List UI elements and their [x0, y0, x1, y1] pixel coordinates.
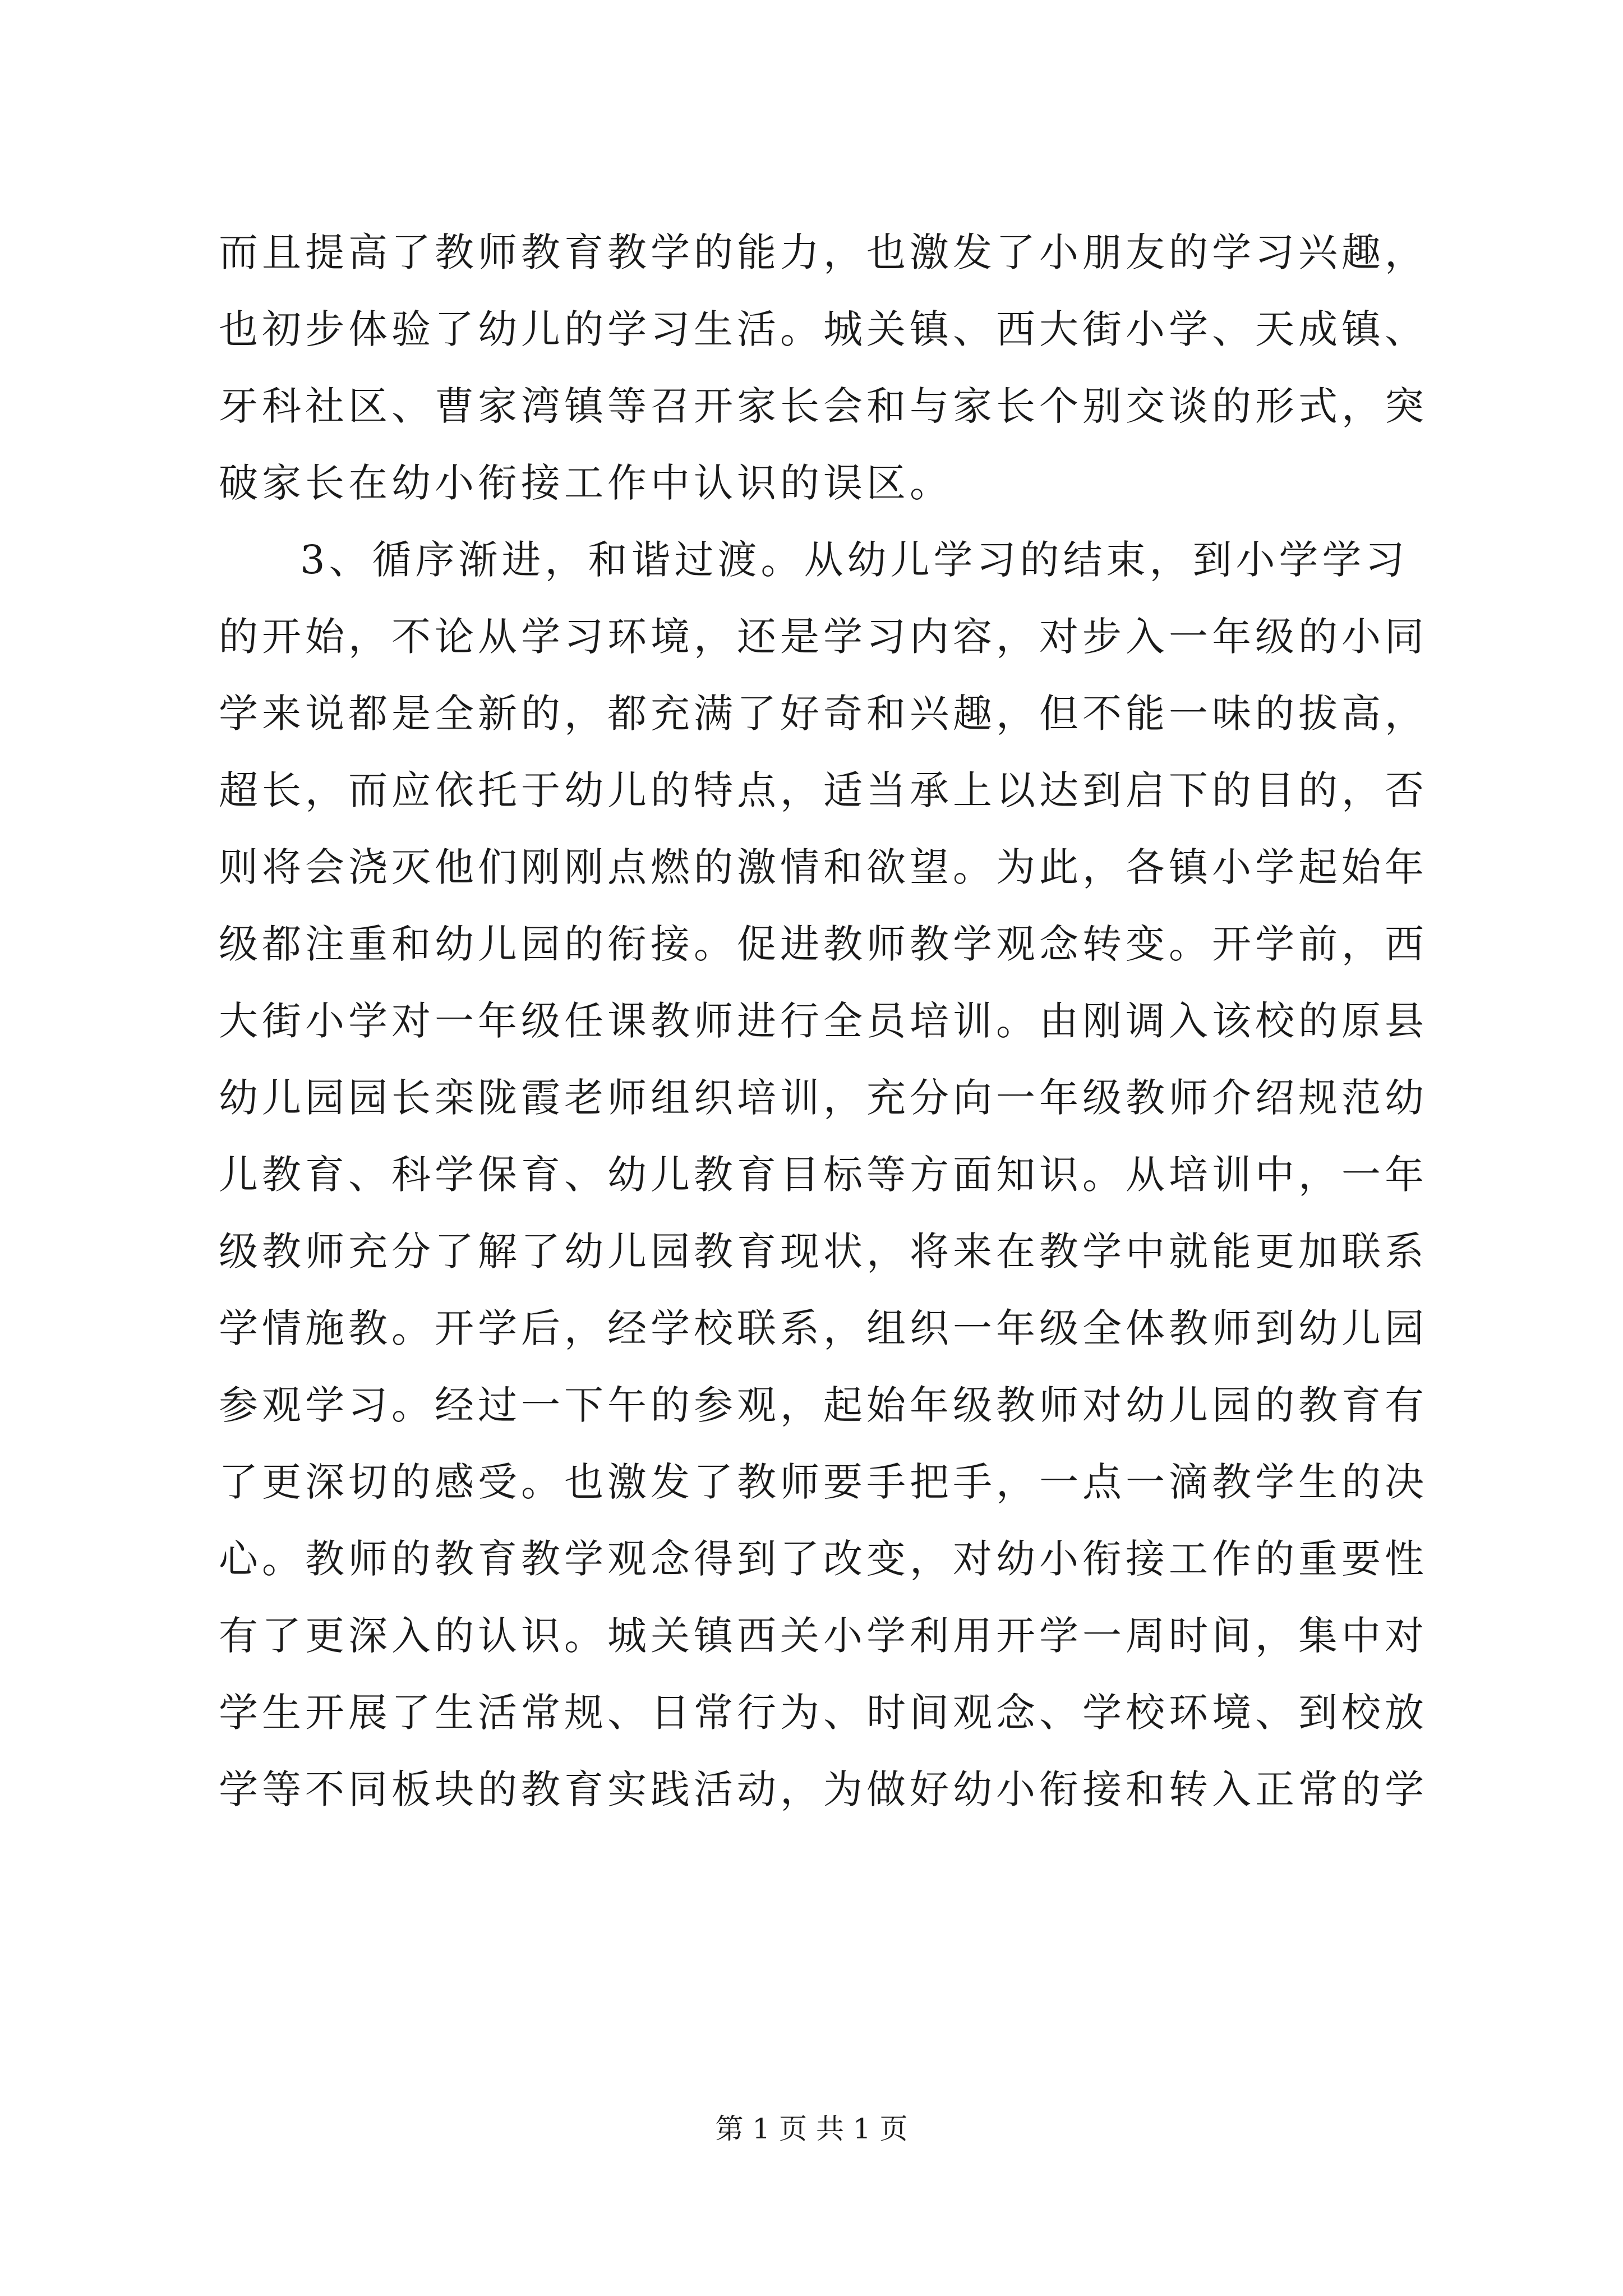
text-line: 了更深切的感受。也激发了教师要手把手，一点一滴教学生的决 [219, 1459, 1428, 1505]
text-line: 牙科社区、曹家湾镇等召开家长会和与家长个别交谈的形式，突 [219, 383, 1428, 429]
text-line: 学等不同板块的教育实践活动，为做好幼小衔接和转入正常的学 [219, 1766, 1428, 1812]
text-line: 有了更深入的认识。城关镇西关小学利用开学一周时间，集中对 [219, 1613, 1428, 1659]
text-line: 学情施教。开学后，经学校联系，组织一年级全体教师到幼儿园 [219, 1305, 1428, 1351]
text-line: 参观学习。经过一下午的参观，起始年级教师对幼儿园的教育有 [219, 1382, 1428, 1428]
text-line: 也初步体验了幼儿的学习生活。城关镇、西大街小学、天成镇、 [219, 306, 1428, 352]
text-line: 而且提高了教师教育教学的能力，也激发了小朋友的学习兴趣， [219, 229, 1428, 275]
text-line: 的开始，不论从学习环境，还是学习内容，对步入一年级的小同 [219, 614, 1428, 660]
text-line: 学生开展了生活常规、日常行为、时间观念、学校环境、到校放 [219, 1690, 1428, 1736]
body-text [219, 214, 1428, 1828]
text-line: 级教师充分了解了幼儿园教育现状，将来在教学中就能更加联系 [219, 1228, 1428, 1274]
text-line: 儿教育、科学保育、幼儿教育目标等方面知识。从培训中，一年 [219, 1152, 1428, 1198]
text-line: 幼儿园园长栾陇霞老师组织培训，充分向一年级教师介绍规范幼 [219, 1075, 1428, 1121]
page-footer [0, 2109, 1623, 2148]
page-number-label: 第 1 页 共 1 页 [715, 2113, 908, 2145]
text-line: 超长，而应依托于幼儿的特点，适当承上以达到启下的目的，否 [219, 767, 1428, 813]
text-line: 学来说都是全新的，都充满了好奇和兴趣，但不能一味的拔高， [219, 691, 1428, 737]
text-line: 则将会浇灭他们刚刚点燃的激情和欲望。为此，各镇小学起始年 [219, 844, 1428, 890]
text-line: 心。教师的教育教学观念得到了改变，对幼小衔接工作的重要性 [219, 1536, 1428, 1582]
text-line: 大街小学对一年级任课教师进行全员培训。由刚调入该校的原县 [219, 998, 1428, 1044]
text-line: 级都注重和幼儿园的衔接。促进教师教学观念转变。开学前，西 [219, 921, 1428, 967]
text-line: 3、循序渐进，和谐过渡。从幼儿学习的结束，到小学学习 [300, 537, 1409, 583]
text-line: 破家长在幼小衔接工作中认识的误区。 [219, 460, 953, 506]
